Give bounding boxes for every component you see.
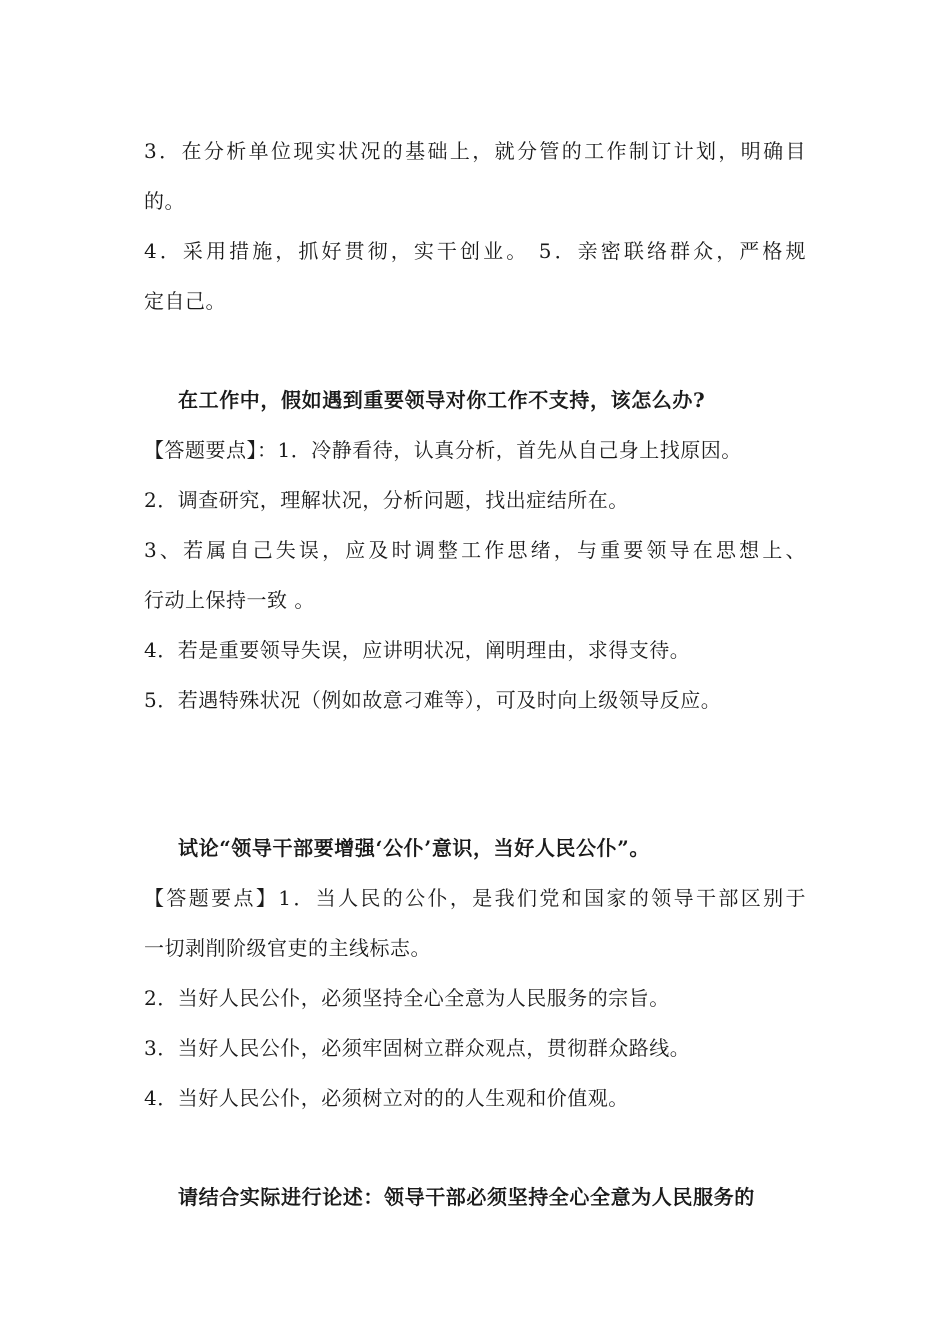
answer-line-6: 5．若遇特殊状况（例如故意刁难等），可及时向上级领导反应。 <box>144 688 722 712</box>
answer-line-1: 【答题要点】：1．冷静看待，认真分析，首先从自己身上找原因。 <box>144 438 742 462</box>
text-line-2: 的。 <box>144 189 185 213</box>
answer-line-9: 2．当好人民公仆，必须坚持全心全意为人民服务的宗旨。 <box>144 986 670 1010</box>
question-heading-1: 在工作中，假如遇到重要领导对你工作不支持，该怎么办? <box>178 388 706 412</box>
answer-line-8: 一切剥削阶级官吏的主线标志。 <box>144 936 431 960</box>
answer-line-5: 4．若是重要领导失误，应讲明状况，阐明理由，求得支待。 <box>144 638 691 662</box>
answer-line-10: 3．当好人民公仆，必须牢固树立群众观点，贯彻群众路线。 <box>144 1036 691 1060</box>
answer-line-7: 【答题要点】1．当人民的公仆，是我们党和国家的领导干部区别于 <box>144 886 806 910</box>
answer-line-4: 行动上保持一致 。 <box>144 588 315 612</box>
answer-line-11: 4．当好人民公仆，必须树立对的的人生观和价值观。 <box>144 1086 629 1110</box>
answer-line-2: 2．调查研究，理解状况，分析问题，找出症结所在。 <box>144 488 629 512</box>
question-heading-3: 请结合实际进行论述：领导干部必须坚持全心全意为人民服务的 <box>178 1185 755 1209</box>
question-heading-2: 试论“领导干部要增强‘公仆’意识，当好人民公仆”。 <box>178 836 650 860</box>
text-line-1: 3．在分析单位现实状况的基础上，就分管的工作制订计划，明确目 <box>144 139 806 163</box>
text-line-4: 定自己。 <box>144 289 226 313</box>
text-line-3: 4．采用措施，抓好贯彻，实干创业。 5．亲密联络群众，严格规 <box>144 239 806 263</box>
answer-line-3: 3、若属自己失误，应及时调整工作思绪，与重要领导在思想上、 <box>144 538 806 562</box>
